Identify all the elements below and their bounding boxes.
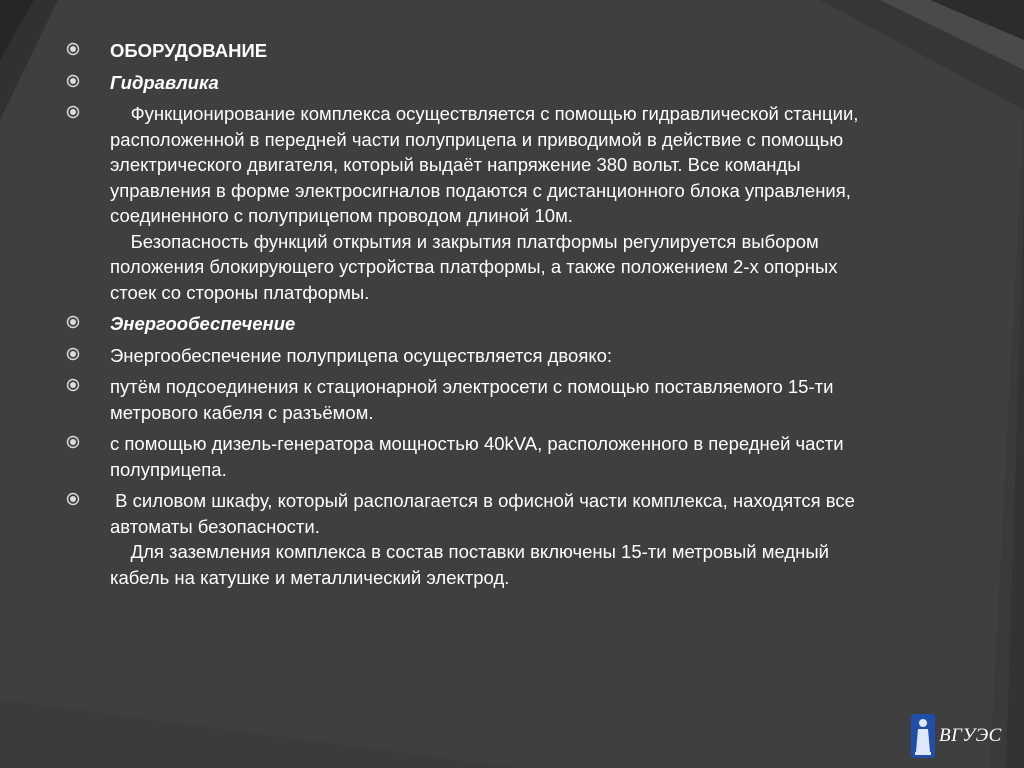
bullet-text: Функционирование комплекса осуществляется с помощью гидравлической станции, расположенной в передней части полуприцепа и приводимой в действие с помощью электрического двигателя, который выдаёт напряжение 380 вольт. Все команды управления в форме электросигналов подаются с дистанционного блока управления, соединенного с полуприцепом проводом длиной 10м. [110,103,864,226]
bullet-item [66,311,866,337]
bullet-item [66,374,866,425]
bullet-item [66,101,866,305]
circle-bullet-icon [66,347,80,361]
bullet-text: Для заземления комплекса в состав поставки включены 15-ти метровый медный кабель на катушке и металлический электрод. [110,541,835,588]
university-figure-icon [911,714,935,758]
bullet-item [66,343,866,369]
bullet-text: с помощью дизель-генератора мощностью 40kVA, расположенного в передней части полуприцепа. [110,433,849,480]
university-logo [911,712,1015,760]
logo-text: ВГУЭС [939,725,1002,746]
bullet-item [66,488,866,590]
bullet-text: путём подсоединения к стационарной электросети с помощью поставляемого 15-ти метрового кабеля с разъёмом. [110,376,839,423]
bullet-text: Энергообеспечение полуприцепа осуществляется двояко: [110,344,613,366]
circle-bullet-icon [66,42,80,56]
bullet-text: Энергообеспечение [110,313,296,334]
bullet-item [66,431,866,482]
bullet-text: Гидравлика [110,71,219,93]
bullet-text: ОБОРУДОВАНИЕ [110,40,268,61]
circle-bullet-icon [66,74,80,88]
circle-bullet-icon [66,378,80,392]
circle-bullet-icon [66,105,80,119]
circle-bullet-icon [66,435,80,449]
slide-content [66,38,866,596]
bullet-text: Безопасность функций открытия и закрытия платформы регулируется выбором положения блокирующего устройства платформы, а также положением 2-х опорных стоек со стороны платформы. [110,230,843,303]
bullet-text: В силовом шкафу, который располагается в офисной части комплекса, находятся все автоматы безопасности. [110,490,861,537]
bullet-item [66,70,866,96]
circle-bullet-icon [66,315,80,329]
circle-bullet-icon [66,492,80,506]
bullet-item [66,38,866,64]
